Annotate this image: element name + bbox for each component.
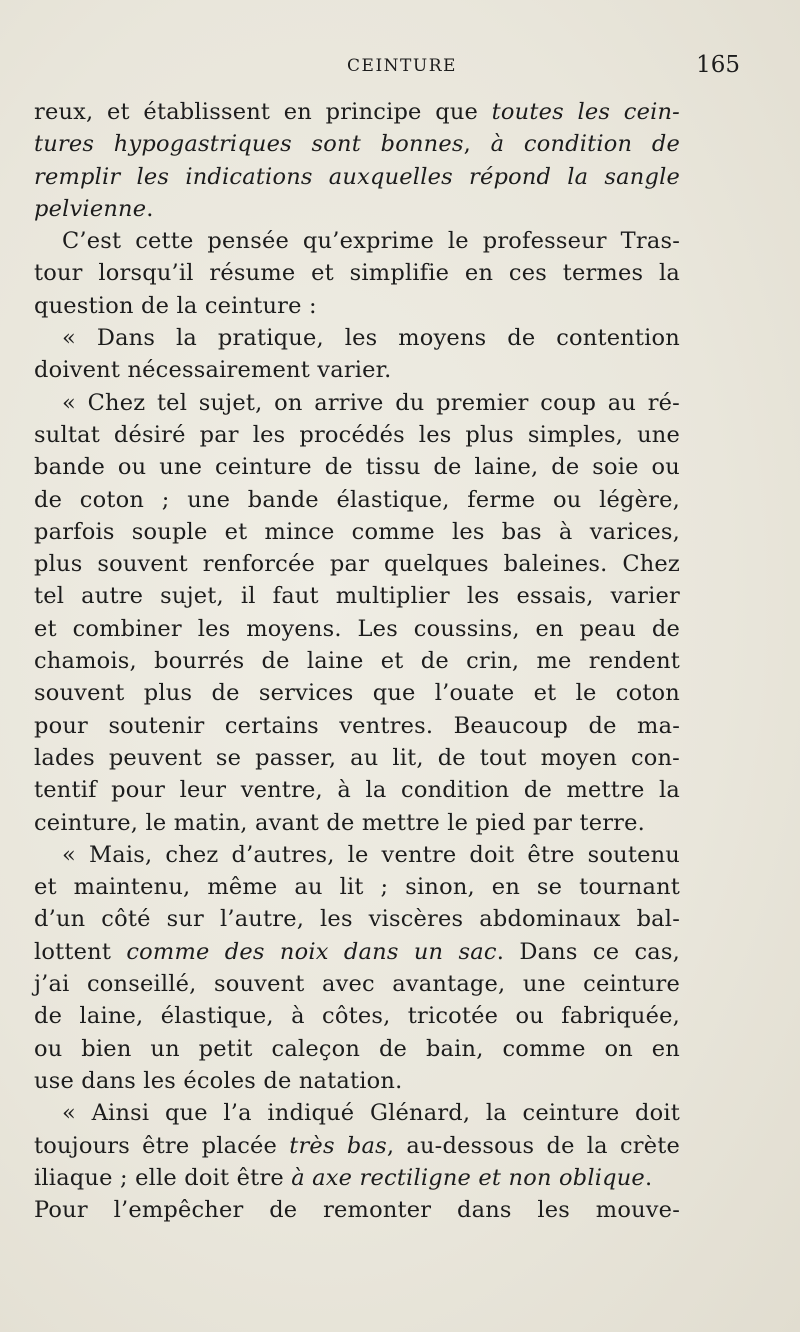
text-run: lottent xyxy=(34,938,127,965)
italic-run: pelvienne xyxy=(34,195,147,222)
text-run: . xyxy=(146,195,154,222)
text-run: Pour l’empêcher de remonter dans les mouve- xyxy=(34,1197,680,1224)
text-line xyxy=(34,322,680,354)
italic-run: à condition de xyxy=(490,131,680,158)
text-line xyxy=(34,871,680,903)
italic-run: très bas xyxy=(289,1132,387,1159)
text-run: « Mais, chez d’autres, le ventre doit être soutenu xyxy=(62,841,680,868)
text-run: reux, et établissent en principe que xyxy=(34,99,492,125)
text-run: tel autre sujet, il faut multiplier les essais, varier xyxy=(34,583,680,610)
text-line xyxy=(34,580,680,612)
italic-run: comme des noix dans un sac xyxy=(126,938,497,965)
text-run: lades peuvent se passer, au lit, de tout moyen con- xyxy=(34,744,680,771)
text-line xyxy=(34,613,680,645)
italic-run: remplir les indications auxquelles répond la sangle xyxy=(34,163,680,190)
text-run: pour soutenir certains ventres. Beaucoup de ma- xyxy=(34,712,680,739)
text-line xyxy=(34,516,680,548)
text-line xyxy=(34,742,680,774)
text-line xyxy=(34,257,680,289)
text-run: de coton ; une bande élastique, ferme ou légère, xyxy=(34,486,680,513)
text-run: toujours être placée xyxy=(34,1132,290,1159)
text-run: , au-dessous de la crète xyxy=(386,1132,680,1159)
text-line xyxy=(34,774,680,806)
page-number: 165 xyxy=(696,52,740,78)
text-run: tentif pour leur ventre, à la condition de mettre la xyxy=(34,777,680,804)
running-head xyxy=(34,52,770,80)
text-run: . xyxy=(644,1164,653,1191)
text-line xyxy=(34,936,680,968)
text-run: bande ou une ceinture de tissu de laine, de soie ou xyxy=(34,454,680,481)
text-run: sultat désiré par les procédés les plus simples, une xyxy=(34,421,680,448)
text-line xyxy=(34,903,680,935)
text-line xyxy=(34,128,680,160)
text-run: , xyxy=(463,131,491,158)
italic-run: tures hypogastriques sont bonnes xyxy=(34,131,464,158)
text-line xyxy=(34,451,680,483)
body-text xyxy=(34,96,680,1226)
text-run: ceinture, le matin, avant de mettre le pied par terre. xyxy=(34,809,646,836)
text-run: plus souvent renforcée par quelques baleines. Chez xyxy=(34,551,680,578)
text-run: « Chez tel sujet, on arrive du premier coup au ré- xyxy=(62,389,680,416)
text-run: et maintenu, même au lit ; sinon, en se tournant xyxy=(34,874,680,901)
text-line xyxy=(34,290,680,322)
text-run: question de la ceinture : xyxy=(34,292,317,319)
text-run: iliaque ; elle doit être xyxy=(34,1164,292,1191)
italic-run: à axe rectiligne et non oblique xyxy=(291,1164,645,1191)
text-line xyxy=(34,225,680,257)
text-run: et combiner les moyens. Les coussins, en peau de xyxy=(34,615,680,642)
text-line xyxy=(34,419,680,451)
text-run: ou bien un petit caleçon de bain, comme on en xyxy=(34,1035,680,1062)
text-line xyxy=(34,387,680,419)
text-line xyxy=(34,354,680,386)
text-run: . Dans ce cas, xyxy=(496,938,680,965)
text-run: doivent nécessairement varier. xyxy=(34,357,392,384)
text-line xyxy=(34,1194,680,1226)
text-run: « Dans la pratique, les moyens de contention xyxy=(62,325,680,352)
text-line xyxy=(34,839,680,871)
text-line xyxy=(34,548,680,580)
text-line xyxy=(34,1033,680,1065)
running-title: CEINTURE xyxy=(347,56,457,76)
text-run: d’un côté sur l’autre, les viscères abdominaux bal- xyxy=(34,906,680,933)
text-line xyxy=(34,1130,680,1162)
text-line xyxy=(34,193,680,225)
text-run: de laine, élastique, à côtes, tricotée ou fabriquée, xyxy=(34,1003,680,1030)
text-line xyxy=(34,161,680,193)
text-run: j’ai conseillé, souvent avec avantage, une ceinture xyxy=(34,971,680,998)
text-run: souvent plus de services que l’ouate et le coton xyxy=(34,680,680,707)
text-line xyxy=(34,484,680,516)
text-run: chamois, bourrés de laine et de crin, me rendent xyxy=(34,648,680,675)
text-line xyxy=(34,1097,680,1129)
text-run: tour lorsqu’il résume et simplifie en ces termes la xyxy=(34,260,680,287)
text-line xyxy=(34,677,680,709)
text-line xyxy=(34,645,680,677)
text-run: use dans les écoles de natation. xyxy=(34,1067,403,1094)
text-run: parfois souple et mince comme les bas à varices, xyxy=(34,518,680,545)
text-line xyxy=(34,96,680,128)
text-line xyxy=(34,807,680,839)
text-run: C’est cette pensée qu’exprime le professeur Tras- xyxy=(62,228,680,255)
text-line xyxy=(34,1000,680,1032)
text-line xyxy=(34,710,680,742)
text-run: « Ainsi que l’a indiqué Glénard, la ceinture doit xyxy=(62,1100,680,1127)
italic-run: toutes les cein- xyxy=(491,99,680,125)
text-line xyxy=(34,1162,680,1194)
text-line xyxy=(34,968,680,1000)
text-line xyxy=(34,1065,680,1097)
